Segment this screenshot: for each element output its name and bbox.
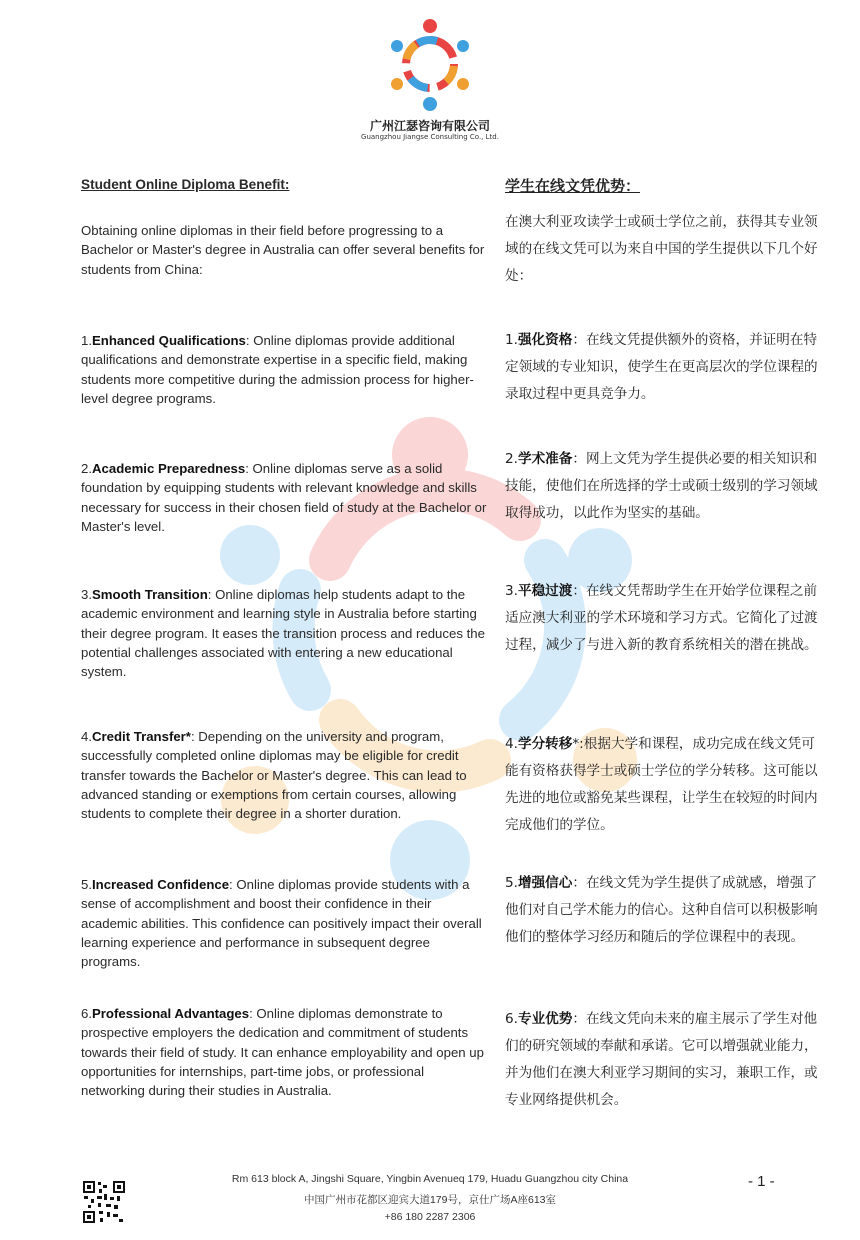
- benefit-text: : Online diplomas provide additional qualifications and demonstrate expertise in a specific field, making students more competitive during the admission process for higher-level degree programs.: [81, 333, 474, 406]
- benefit-text: ：在线文凭向未来的雇主展示了学生对他们的研究领域的奉献和承诺。它可以增强就业能力，并为他们在澳大利亚学习期间的实习，兼职工作，或专业网络提供机会。: [505, 1011, 818, 1108]
- company-name-en: Guangzhou Jiangse Consulting Co., Ltd.: [361, 133, 499, 141]
- benefit-heading: 增强信心: [517, 875, 573, 891]
- benefit-number: 2.: [505, 451, 518, 467]
- benefit-heading: Enhanced Qualifications: [92, 333, 246, 348]
- benefit-text: : Online diplomas help students adapt to the academic environment and learning style in Australia before starting their degree program. It eases the transition process and reduces the potential challenges associated with entering a new educational system.: [81, 587, 485, 680]
- benefit-heading: 学分转移: [517, 736, 573, 752]
- benefit-number: 5.: [505, 875, 518, 891]
- benefit-text: ：在线文凭提供额外的资格，并证明在特定领域的专业知识，使学生在更高层次的学位课程的录取过程中更具竞争力。: [505, 332, 818, 402]
- benefit-text: ：在线文凭帮助学生在开始学位课程之前适应澳大利亚的学术环境和学习方式。它简化了过渡过程，减少了与进入新的教育系统相关的潜在挑战。: [505, 583, 818, 653]
- chinese-intro: 在澳大利亚攻读学士或硕士学位之前，获得其专业领域的在线文凭可以为来自中国的学生提供以下几个好处：: [505, 214, 818, 284]
- english-benefit-1: [81, 331, 491, 408]
- benefit-heading: 平稳过渡: [517, 583, 573, 599]
- benefit-heading: Professional Advantages: [92, 1006, 250, 1021]
- benefit-heading: Academic Preparedness: [92, 461, 246, 476]
- chinese-title: 学生在线文凭优势：: [505, 177, 641, 195]
- company-logo: [385, 18, 475, 114]
- footer-address-cn: 中国广州市花都区迎宾大道179号，京仕广场A座613室: [303, 1194, 557, 1206]
- benefit-heading: 学术准备: [517, 451, 573, 467]
- english-benefit-5: [81, 875, 491, 971]
- english-intro: Obtaining online diplomas in their field before progressing to a Bachelor or Master's degree in Australia can offer several benefits for students from China:: [81, 223, 485, 277]
- company-name-cn: 广州江瑟咨询有限公司: [369, 119, 490, 133]
- benefit-number: 1.: [505, 332, 518, 348]
- page-number: - 1 -: [748, 1173, 775, 1190]
- footer-phone: +86 180 2287 2306: [384, 1211, 476, 1223]
- benefit-number: 2.: [81, 461, 92, 476]
- chinese-benefit-4: [505, 731, 827, 839]
- chinese-benefit-6: [505, 1006, 827, 1114]
- benefit-text: ：网上文凭为学生提供必要的相关知识和技能，使他们在所选择的学士或硕士级别的学习领域取得成功，以此作为坚实的基础。: [505, 451, 818, 521]
- benefit-number: 5.: [81, 877, 92, 892]
- english-title: Student Online Diploma Benefit:: [81, 177, 290, 192]
- footer-address-en: Rm 613 block A, Jingshi Square, Yingbin Avenueq 179, Huadu Guangzhou city China: [231, 1173, 629, 1185]
- chinese-benefit-2: [505, 446, 827, 527]
- benefit-heading: 强化资格: [517, 332, 573, 348]
- benefit-number: 6.: [505, 1011, 518, 1027]
- benefit-text: : Online diplomas demonstrate to prospective employers the dedication and commitment of students towards their field of study. It can enhance employability and open up opportunities for internships, part-time jobs, or professional networking during their studies in Australia.: [81, 1006, 484, 1099]
- benefit-number: 3.: [505, 583, 518, 599]
- english-benefit-3: [81, 585, 491, 681]
- qr-code-icon: [82, 1180, 126, 1224]
- benefit-text: : Online diplomas serve as a solid foundation by equipping students with relevant knowledge and skills necessary for success in their chosen field of study at the Bachelor or Master's level.: [81, 461, 487, 534]
- chinese-benefit-5: [505, 870, 827, 951]
- english-benefit-6: [81, 1004, 491, 1100]
- benefit-number: 3.: [81, 587, 92, 602]
- benefit-heading: Increased Confidence: [92, 877, 230, 892]
- benefit-text: : Online diplomas provide students with a sense of accomplishment and boost their confidence in their academic abilities. This confidence can positively impact their overall learning experience and performance in subsequent degree programs.: [81, 877, 482, 970]
- benefit-number: 4.: [505, 736, 518, 752]
- benefit-text: : Depending on the university and program, successfully completed online diplomas may be eligible for credit transfer towards the Bachelor or Master's degree. This can lead to advanced standing or exemptions from certain courses, allowing students to complete their degree in a shorter duration.: [81, 729, 467, 822]
- benefit-heading: 专业优势: [517, 1011, 573, 1027]
- benefit-heading: Credit Transfer*: [92, 729, 191, 744]
- benefit-number: 4.: [81, 729, 92, 744]
- english-benefit-4: [81, 727, 491, 823]
- benefit-heading: Smooth Transition: [92, 587, 208, 602]
- chinese-benefit-3: [505, 578, 827, 659]
- english-benefit-2: [81, 459, 491, 536]
- benefit-text: ：在线文凭为学生提供了成就感，增强了他们对自己学术能力的信心。这种自信可以积极影响他们的整体学习经历和随后的学位课程中的表现。: [505, 875, 818, 945]
- chinese-benefit-1: [505, 327, 827, 408]
- benefit-text: *:根据大学和课程，成功完成在线文凭可能有资格获得学士或硕士学位的学分转移。这可能以先进的地位或豁免某些课程，让学生在较短的时间内完成他们的学位。: [505, 736, 818, 833]
- benefit-number: 6.: [81, 1006, 92, 1021]
- benefit-number: 1.: [81, 333, 92, 348]
